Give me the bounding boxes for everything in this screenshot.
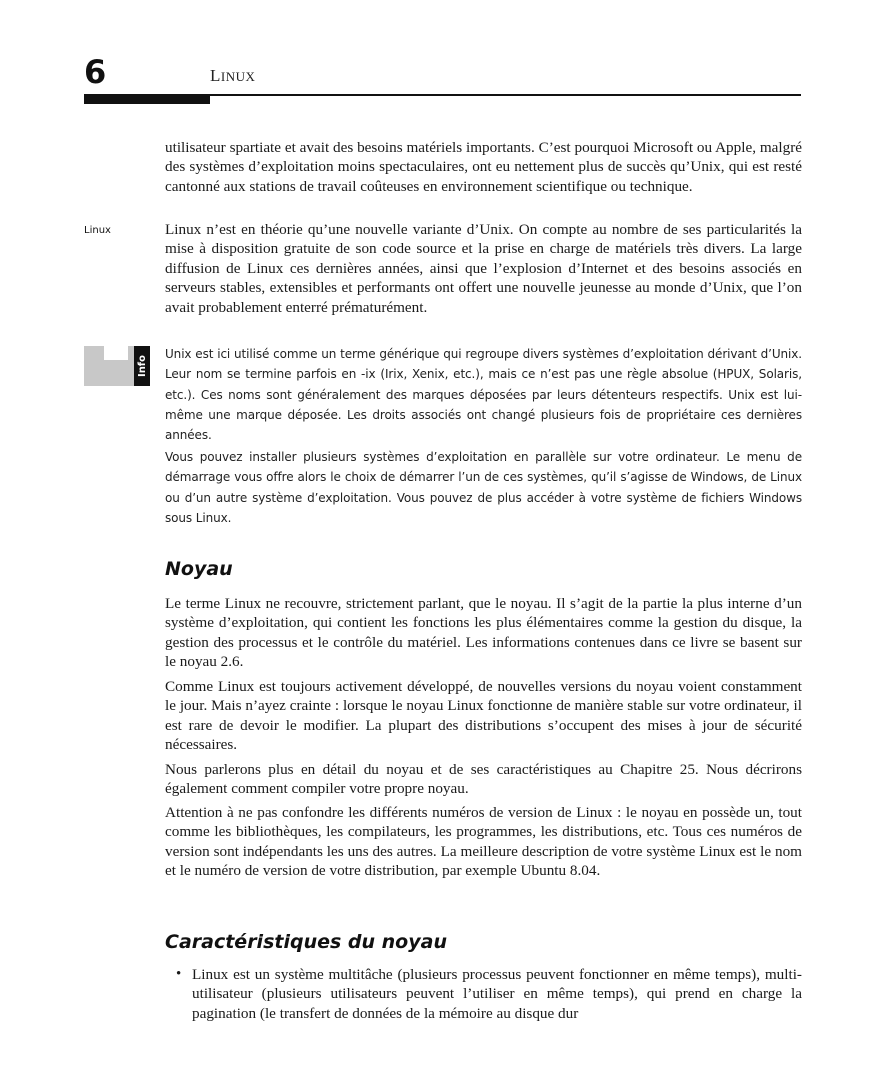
info-icon — [84, 346, 150, 386]
running-title-initial: L — [210, 66, 221, 85]
bullet-list — [176, 965, 802, 1023]
running-title-rest: INUX — [220, 69, 256, 84]
list-item: Linux est un système multitâche (plusieurs processus peuvent fonctionner en même temps), multi-utilisateur (plusieurs utilisateurs peuvent l’utiliser en même temps), qui prend en charge la pagination (le transfert de données de la mémoire au disque dur — [192, 966, 802, 1022]
bullet-marker: • — [176, 966, 182, 982]
noyau-paragraph: Attention à ne pas confondre les différents numéros de version de Linux : le noyau en possède un, tout comme les bibliothèques, les compilateurs, les programmes, les distributions, etc. Tous ces numéros de version sont indépendants les uns des autres. La meilleure description de votre système Linux est le nom et le numéro de version de votre distribution, par exemple Ubuntu 8.04. — [165, 804, 802, 880]
noyau-paragraph: Nous parlerons plus en détail du noyau et de ses caractéristiques au Chapitre 25. Nous décrirons également comment compiler votre propre noyau. — [165, 761, 802, 798]
section-heading-noyau: Noyau — [165, 558, 233, 580]
info-paragraph: Unix est ici utilisé comme un terme générique qui regroupe divers systèmes d’exploitation dérivant d’Unix. Leur nom se termine parfois en -ix (Irix, Xenix, etc.), mais ce n’est pas une règle absolue (HPUX, Solaris, etc.). Ces noms sont généralement des marques déposées par leurs détenteurs respectifs. Unix est lui-même une marque déposée. Les droits associés ont changé plusieurs fois de propriétaire ces dernières années. — [165, 347, 802, 443]
noyau-paragraph: Comme Linux est toujours activement développé, de nouvelles versions du noyau voient constamment le jour. Mais n’ayez crainte : lorsque le noyau Linux fonctionne de manière stable sur votre ordinateur, il est rare de devoir le modifier. La plupart des distributions s’occupent des mises à jour de sécurité nécessaires. — [165, 678, 802, 754]
info-paragraph: Vous pouvez installer plusieurs systèmes d’exploitation en parallèle sur votre ordinateur. Le menu de démarrage vous offre alors le choix de démarrer l’un de ces systèmes, qu’il s’agisse de Windows, de Linux ou d’un autre système d’exploitation. Vous pouvez de plus accéder à votre système de fichiers Windows sous Linux. — [165, 450, 802, 525]
running-title — [210, 66, 255, 86]
header-rule-thick — [84, 94, 210, 104]
noyau-paragraph: Le terme Linux ne recouvre, strictement parlant, que le noyau. Il s’agit de la partie la plus interne d’un système d’exploitation, qui contient les fonctions les plus élémentaires comme la gestion du disque, la gestion des processus et le contrôle du matériel. Les informations contenues dans ce livre se basent sur le noyau 2.6. — [165, 595, 802, 671]
info-icon-label: Info — [137, 354, 148, 378]
margin-note: Linux — [84, 225, 111, 236]
section-heading-caracteristiques: Caractéristiques du noyau — [165, 931, 447, 953]
intro-paragraph: utilisateur spartiate et avait des besoins matériels importants. C’est pourquoi Microsoft ou Apple, malgré des systèmes d’exploitation moins spectaculaires, ont eu nettement plus de succès qu’Unix, qui est resté cantonné aux stations de travail coûteuses en environnement scientifique ou technique. — [165, 139, 802, 195]
page-number: 6 — [84, 53, 107, 91]
linux-paragraph: Linux n’est en théorie qu’une nouvelle variante d’Unix. On compte au nombre de ses particularités la mise à disposition gratuite de son code source et la prise en charge de matériels très divers. La large diffusion de Linux ces dernières années, ainsi que l’explosion d’Internet et des besoins associés en serveurs stables, extensibles et performants ont offert une nouvelle jeunesse au monde d’Unix, que l’on avait probablement enterré prématurément. — [165, 221, 802, 316]
